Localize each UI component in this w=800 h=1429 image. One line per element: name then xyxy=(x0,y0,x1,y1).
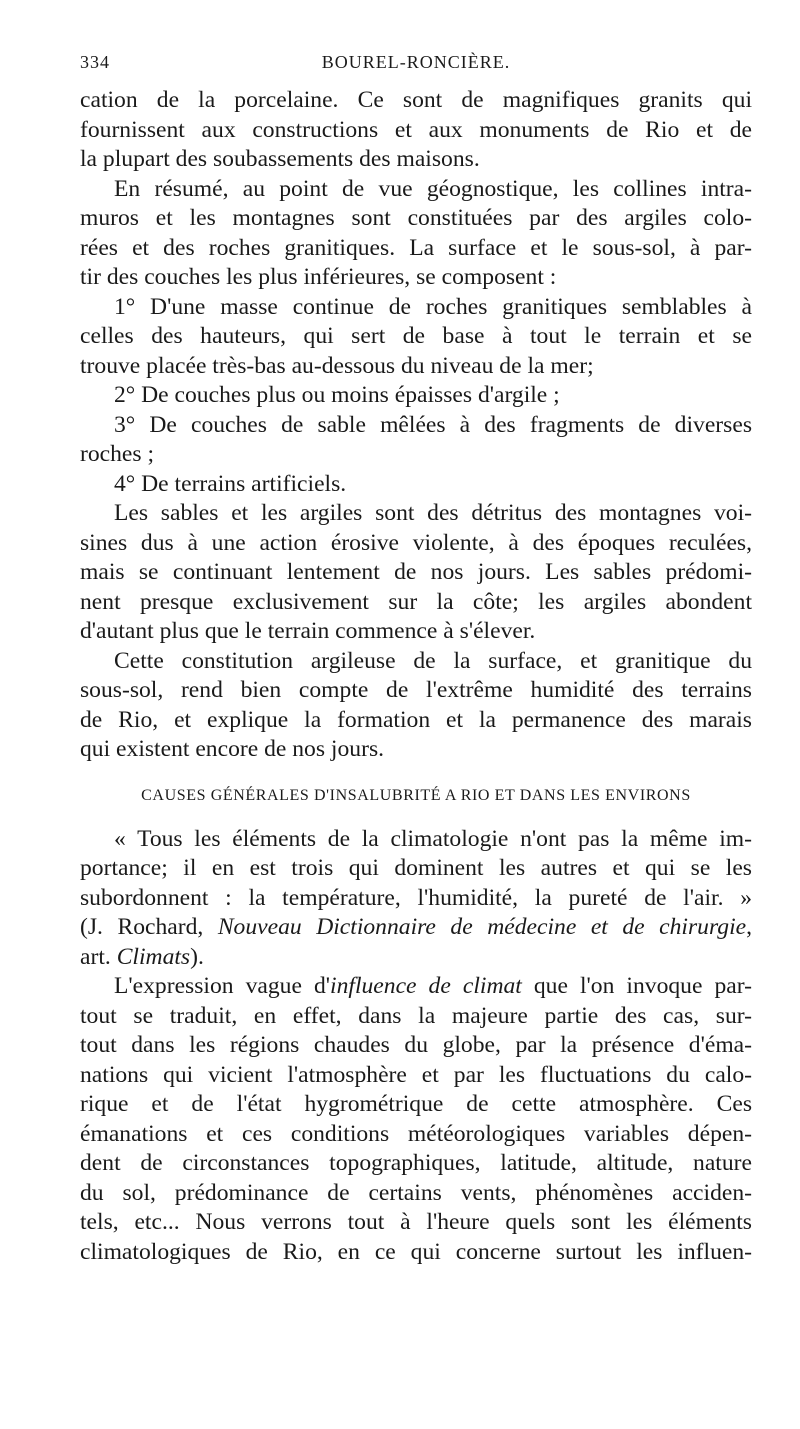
body-text xyxy=(80,86,752,1267)
list-item-line: 2° De couches plus ou moins épaisses d'argile ; xyxy=(114,382,560,408)
text-line: nent presque exclusivement sur la côte; les argiles abondent xyxy=(80,588,752,615)
text-line: rique et de l'état hygrométrique de cette atmosphère. Ces xyxy=(80,1091,752,1117)
text-line: tout se traduit, en effet, dans la majeure partie des cas, sur- xyxy=(80,1002,752,1029)
italic-phrase: influence de climat xyxy=(330,973,522,999)
list-item-line: celles des hauteurs, qui sert de base à tout le terrain et se xyxy=(80,323,752,349)
quote-line: subordonnent : la température, l'humidité, la pureté de l'air. » xyxy=(80,884,752,911)
text-line: rées et des roches granitiques. La surface et le sous-sol, à par- xyxy=(80,234,752,261)
text-line: d'autant plus que le terrain commence à s'élever. xyxy=(80,618,536,644)
text-line: sous-sol, rend bien compte de l'extrême humidité des terrains xyxy=(80,677,752,703)
text-fragment: que l'on invoque par- xyxy=(521,973,752,999)
list-item-line: 1° D'une masse continue de roches granitiques semblables à xyxy=(114,293,752,320)
list-item-line: roches ; xyxy=(80,441,155,467)
section-heading: CAUSES GÉNÉRALES D'INSALUBRITÉ A RIO ET DANS LES ENVIRONS xyxy=(141,786,691,804)
text-line: Cette constitution argileuse de la surface, et granitique du xyxy=(114,647,752,674)
running-title: BOUREL-RONCIÈRE. xyxy=(321,52,511,72)
text-line: tir des couches les plus inférieures, se composent : xyxy=(80,264,557,290)
text-line: sines dus à une action érosive violente, à des époques reculées, xyxy=(80,529,752,556)
text-line: muros et les montagnes sont constituées par des argiles colo- xyxy=(80,205,752,231)
text-line: de Rio, et explique la formation et la permanence des marais xyxy=(80,706,752,733)
text-line: mais se continuant lentement de nos jours. Les sables prédomi- xyxy=(80,559,752,585)
text-line: Les sables et les argiles sont des détritus des montagnes voi- xyxy=(114,500,752,526)
text-line: fournissent aux constructions et aux monuments de Rio et de xyxy=(80,116,752,143)
page-number: 334 xyxy=(80,52,110,72)
citation-work-title: Nouveau Dictionnaire de médecine et de chirurgie xyxy=(217,914,747,940)
citation-article-title: Climats xyxy=(116,943,191,970)
text-line: la plupart des soubassements des maisons. xyxy=(80,146,480,172)
text-fragment: L'expression vague d' xyxy=(114,973,331,999)
citation-punctuation: , xyxy=(746,914,752,940)
citation-author: (J. Rochard, xyxy=(80,914,218,940)
list-item-line: 4° De terrains artificiels. xyxy=(114,470,347,497)
text-line: climatologiques de Rio, en ce qui concerne surtout les influen- xyxy=(80,1238,752,1265)
citation-line xyxy=(80,913,752,943)
text-line: émanations et ces conditions météorologiques variables dépen- xyxy=(80,1120,752,1147)
text-line: tout dans les régions chaudes du globe, par la présence d'éma- xyxy=(80,1032,752,1058)
book-page xyxy=(80,52,752,1267)
text-line: nations qui vicient l'atmosphère et par les fluctuations du calo- xyxy=(80,1061,752,1088)
text-line: tels, etc... Nous verrons tout à l'heure quels sont les éléments xyxy=(80,1209,752,1235)
list-item-line: trouve placée très-bas au-dessous du niveau de la mer; xyxy=(80,352,594,379)
list-item-line: 3° De couches de sable mêlées à des fragments de diverses xyxy=(114,411,752,438)
text-line xyxy=(80,972,752,1002)
text-line: cation de la porcelaine. Ce sont de magnifiques granits qui xyxy=(80,87,752,113)
text-line: dent de circonstances topographiques, latitude, altitude, nature xyxy=(80,1150,752,1176)
quote-line: « Tous les éléments de la climatologie n'ont pas la même im- xyxy=(114,825,752,852)
citation-punctuation: ). xyxy=(190,943,204,970)
running-head xyxy=(80,52,752,86)
text-line: qui existent encore de nos jours. xyxy=(80,736,385,762)
text-line: En résumé, au point de vue géognostique, les collines intra- xyxy=(114,175,752,202)
citation-article-prefix: art. xyxy=(80,943,117,970)
citation-line xyxy=(80,943,752,973)
quote-line: portance; il en est trois qui dominent les autres et qui se les xyxy=(80,855,752,881)
text-line: du sol, prédominance de certains vents, phénomènes acciden- xyxy=(80,1179,752,1206)
